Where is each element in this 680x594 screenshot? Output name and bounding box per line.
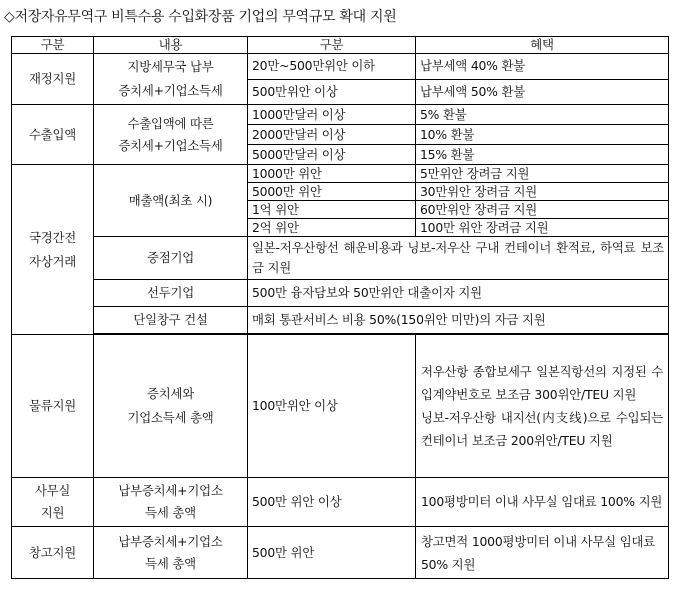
table-row (12, 165, 669, 183)
content-sales: 매출액(최초 시) (94, 165, 248, 237)
benefit-logistics: 저우산항 종합보세구 일본직항선의 지정된 수입계약번호로 보조금 300위안/TEU 지원 닝보-저우산항 내지선(内支线)으로 수입되는 컨테이너 보조금 200위안/TEU 지원 (416, 335, 669, 478)
condition-cell: 5000만달러 이상 (248, 145, 416, 165)
benefit-cell: 15% 환불 (416, 145, 669, 165)
condition-cell: 1000만 위안 (248, 165, 416, 183)
table-row (12, 335, 669, 478)
header-content: 내용 (94, 37, 248, 54)
condition-cell: 5000만 위안 (248, 183, 416, 201)
condition-office: 500만 위안 이상 (248, 478, 416, 527)
category-crossborder: 국경간전 자상거래 (12, 165, 94, 335)
condition-cell: 1억 위안 (248, 201, 416, 219)
content-single-window: 단일창구 건설 (94, 307, 248, 334)
header-category: 구분 (12, 37, 94, 54)
table-row (12, 527, 669, 579)
header-benefit: 혜택 (416, 37, 669, 54)
content-import: 수출입액에 따른 증치세+기업소득세 (94, 105, 248, 165)
condition-cell: 2억 위안 (248, 219, 416, 237)
condition-cell: 20만~500만위안 이하 (248, 54, 416, 80)
condition-cell: 2000만달러 이상 (248, 125, 416, 145)
table-row (12, 307, 669, 334)
benefit-key-enterprise: 일본-저우산항선 해운비용과 닝보-저우산 구내 컨테이너 환적료, 하역료 보조금 지원 (248, 237, 669, 280)
header-condition: 구분 (248, 37, 416, 54)
category-fiscal: 재정지원 (12, 54, 94, 105)
category-office: 사무실 지원 (12, 478, 94, 527)
condition-warehouse: 500만 위안 (248, 527, 416, 579)
benefit-cell: 납부세액 50% 환불 (416, 79, 669, 105)
condition-logistics: 100만위안 이상 (248, 335, 416, 478)
benefit-cell: 60만위안 장려금 지원 (416, 201, 669, 219)
benefit-office: 100평방미터 이내 사무실 임대료 100% 지원 (416, 478, 669, 527)
content-warehouse: 납부증치세+기업소 득세 총액 (94, 527, 248, 579)
content-fiscal: 지방세무국 납부 증치세+기업소득세 (94, 54, 248, 105)
content-lead-enterprise: 선두기업 (94, 280, 248, 307)
condition-cell: 500만위안 이상 (248, 79, 416, 105)
category-logistics: 물류지원 (12, 335, 94, 478)
table-row (12, 237, 669, 280)
page-title: ◇저장자유무역구 비특수용 수입화장품 기업의 무역규모 확대 지원 (4, 9, 397, 25)
table-row (12, 478, 669, 527)
table-row (12, 280, 669, 307)
benefit-cell: 10% 환불 (416, 125, 669, 145)
content-office: 납부증치세+기업소 득세 총액 (94, 478, 248, 527)
benefit-warehouse: 창고면적 1000평방미터 이내 사무실 임대료 50% 지원 (416, 527, 669, 579)
benefit-cell: 납부세액 40% 환불 (416, 54, 669, 80)
benefit-cell: 30만위안 장려금 지원 (416, 183, 669, 201)
category-warehouse: 창고지원 (12, 527, 94, 579)
table-row (12, 54, 669, 80)
content-key-enterprise: 중점기업 (94, 237, 248, 280)
content-logistics: 증치세와 기업소득세 총액 (94, 335, 248, 478)
benefit-lead-enterprise: 500만 융자담보와 50만위안 대출이자 지원 (248, 280, 669, 307)
table-row (12, 105, 669, 125)
benefit-cell: 5% 환불 (416, 105, 669, 125)
benefit-cell: 5만위안 장려금 지원 (416, 165, 669, 183)
condition-cell: 1000만달러 이상 (248, 105, 416, 125)
support-table (11, 36, 669, 579)
benefit-single-window: 매회 통관서비스 비용 50%(150위안 미만)의 자금 지원 (248, 307, 669, 334)
benefit-cell: 100만 위안 장려금 지원 (416, 219, 669, 237)
category-import: 수출입액 (12, 105, 94, 165)
header-row (12, 37, 669, 54)
